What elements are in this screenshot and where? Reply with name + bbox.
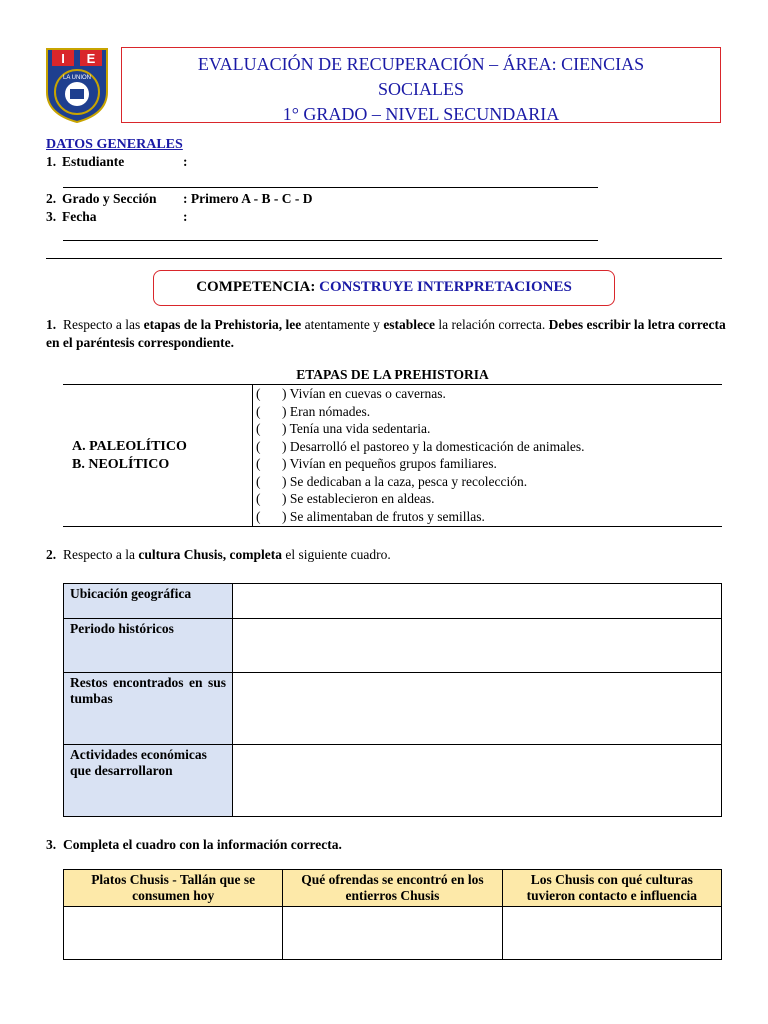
- competencia-value: CONSTRUYE INTERPRETACIONES: [319, 279, 572, 295]
- column-header: Qué ofrendas se encontró en los entierros Chusis: [283, 870, 502, 907]
- table-row: [64, 907, 722, 960]
- exam-title-line3: 1° GRADO – NIVEL SECUNDARIA: [282, 104, 560, 124]
- row-header: Restos encontrados en sus tumbas: [64, 673, 233, 745]
- logo-letter-i: I: [61, 51, 65, 66]
- stage-paleolitico: A. PALEOLÍTICO: [72, 439, 187, 454]
- answer-cell[interactable]: [233, 584, 722, 619]
- field-label: Grado y Sección: [62, 191, 157, 206]
- row-header: Actividades económicas que desarrollaron: [64, 745, 233, 817]
- column-header: Platos Chusis - Tallán que se consumen hoy: [64, 870, 283, 907]
- table-header-row: [64, 870, 722, 907]
- answer-cell[interactable]: [502, 907, 721, 960]
- field-value: : Primero A - B - C - D: [183, 191, 313, 206]
- answer-cell[interactable]: [233, 673, 722, 745]
- competencia-label: COMPETENCIA:: [196, 279, 316, 295]
- field-label: Fecha: [62, 209, 97, 224]
- list-item[interactable]: ( ) Se establecieron en aldeas.: [256, 491, 435, 506]
- section-divider: [46, 258, 722, 259]
- column-header: Los Chusis con qué culturas tuvieron contacto e influencia: [502, 870, 721, 907]
- table-row: [64, 745, 722, 817]
- row-header: Ubicación geográfica: [64, 584, 233, 619]
- list-item[interactable]: ( ) Desarrolló el pastoreo y la domesticación de animales.: [256, 438, 585, 454]
- answer-cell[interactable]: [233, 619, 722, 673]
- question-2: 2. Respecto a la cultura Chusis, completa el siguiente cuadro.: [46, 547, 391, 562]
- list-item[interactable]: ( ) Tenía una vida sedentaria.: [256, 421, 431, 436]
- chusis-table: [63, 583, 722, 817]
- school-logo: [44, 46, 110, 124]
- competencia-box: [153, 270, 615, 306]
- exam-title-line2: SOCIALES: [377, 79, 464, 99]
- fecha-answer-line[interactable]: [63, 240, 598, 241]
- field-grado-seccion: 2. Grado y Sección : Primero A - B - C - D: [46, 191, 313, 206]
- list-item[interactable]: ( ) Vivían en pequeños grupos familiares.: [256, 456, 497, 471]
- table-row: [64, 619, 722, 673]
- list-item[interactable]: ( ) Se dedicaban a la caza, pesca y recolección.: [256, 473, 528, 489]
- answer-cell[interactable]: [233, 745, 722, 817]
- estudiante-answer-line[interactable]: [63, 187, 598, 188]
- row-header: Periodo históricos: [64, 619, 233, 673]
- etapas-table-divider: [252, 384, 253, 526]
- stages-list: [72, 438, 187, 474]
- list-item[interactable]: ( ) Eran nómades.: [256, 403, 371, 419]
- field-estudiante: 1. Estudiante :: [46, 154, 188, 169]
- table-row: [64, 673, 722, 745]
- exam-title-line1: EVALUACIÓN DE RECUPERACIÓN – ÁREA: CIENCIAS: [197, 54, 645, 74]
- answer-cell[interactable]: [283, 907, 502, 960]
- question-1: 1. Respecto a las etapas de la Prehistoria, lee atentamente y establece la relación correcta. Debes escribir la letra correcta en el paréntesis correspondiente.: [46, 317, 726, 350]
- field-value: :: [183, 209, 188, 224]
- etapas-table-title: ETAPAS DE LA PREHISTORIA: [296, 367, 489, 382]
- exam-title-box: [121, 47, 721, 123]
- svg-text:LA UNION: LA UNION: [62, 75, 92, 81]
- field-label: Estudiante: [62, 154, 125, 169]
- table-row: [64, 584, 722, 619]
- field-value: :: [183, 154, 188, 169]
- list-item[interactable]: ( ) Vivían en cuevas o cavernas.: [256, 386, 446, 401]
- field-fecha: 3. Fecha :: [46, 209, 188, 224]
- datos-generales-heading: DATOS GENERALES: [46, 137, 183, 152]
- etapas-table-bottom-border: [63, 526, 722, 527]
- stage-neolitico: B. NEOLÍTICO: [72, 457, 170, 472]
- chusis-influence-table: [63, 869, 722, 960]
- answer-cell[interactable]: [64, 907, 283, 960]
- question-3: 3. Completa el cuadro con la información correcta.: [46, 837, 342, 852]
- list-item[interactable]: ( ) Se alimentaban de frutos y semillas.: [256, 508, 485, 524]
- logo-letter-e: E: [86, 51, 96, 66]
- etapas-options: [256, 385, 585, 525]
